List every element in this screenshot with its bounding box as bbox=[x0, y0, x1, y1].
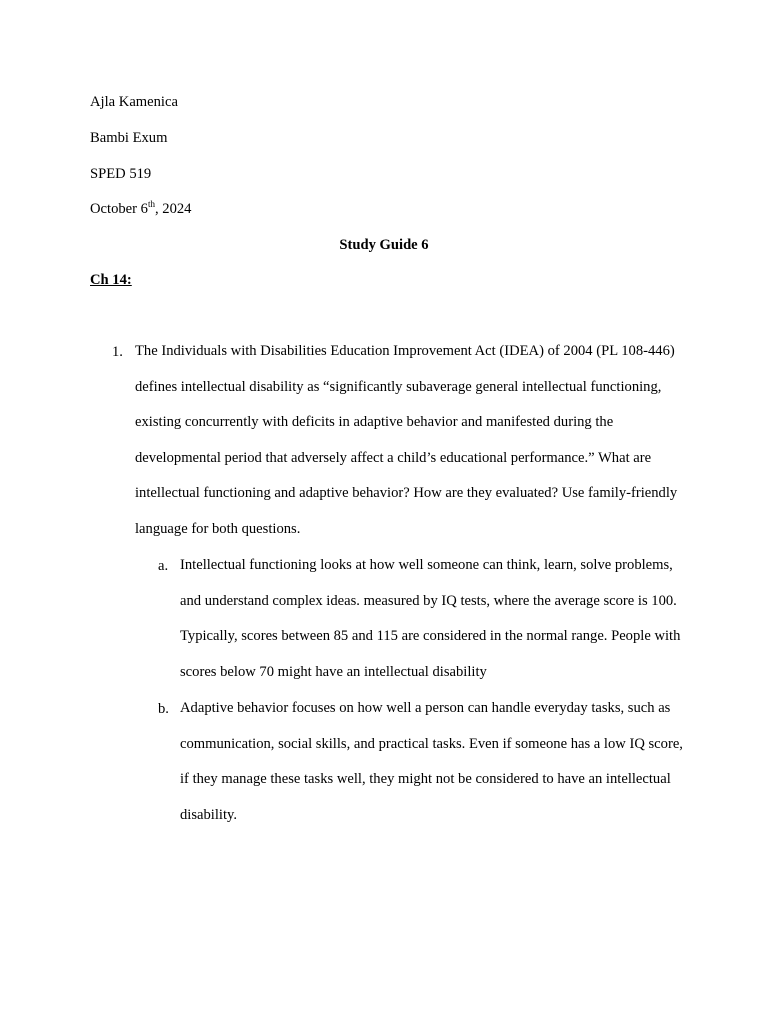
answer-text-b: Adaptive behavior focuses on how well a person can handle everyday tasks, such as communication, social skills, and practical tasks. Even if someone has a low IQ score, if they manage these tasks well, they might not be considered to have an intellectual disability. bbox=[180, 700, 683, 823]
course-code: SPED 519 bbox=[90, 166, 152, 182]
date-line bbox=[90, 200, 191, 218]
answer-text-a: Intellectual functioning looks at how well someone can think, learn, solve problems, and understand complex ideas. measured by IQ tests, where the average score is 100. Typically, scores between 85 and 115 are considered in the normal range. People with scores below 70 might have an intellectual disability bbox=[180, 557, 681, 680]
document-title: Study Guide 6 bbox=[339, 237, 429, 253]
question-number: 1. bbox=[112, 344, 123, 360]
student-name: Ajla Kamenica bbox=[90, 94, 178, 110]
answer-letter-b: b. bbox=[158, 701, 169, 717]
date-month-day: October 6 bbox=[90, 201, 148, 217]
answer-letter-a: a. bbox=[158, 558, 169, 574]
date-suffix: th bbox=[147, 199, 155, 210]
instructor-name: Bambi Exum bbox=[90, 130, 168, 146]
question-text: The Individuals with Disabilities Education Improvement Act (IDEA) of 2004 (PL 108-446) defines intellectual disability as “significantly subaverage general intellectual functioning, existing concurrently with deficits in adaptive behavior and manifested during the developmental period that adversely affect a child’s educational performance.” What are intellectual functioning and adaptive behavior? How are they evaluated? Use family-friendly language for both questions. bbox=[135, 343, 678, 537]
chapter-heading: Ch 14: bbox=[90, 272, 132, 288]
date-year: , 2024 bbox=[154, 201, 192, 217]
